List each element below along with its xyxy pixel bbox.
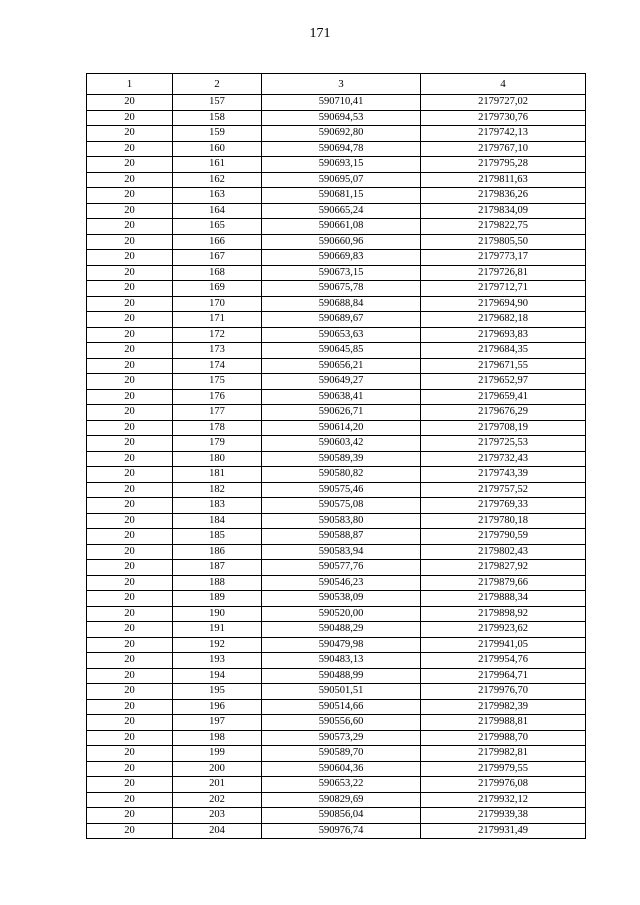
table-cell-col-2: 202 xyxy=(173,792,262,808)
table-cell-col-2: 181 xyxy=(173,467,262,483)
table-row xyxy=(87,637,586,653)
table-cell-col-2: 200 xyxy=(173,761,262,777)
table-cell-col-3: 590501,51 xyxy=(262,684,421,700)
table-cell-col-3: 590573,29 xyxy=(262,730,421,746)
table-cell-col-2: 191 xyxy=(173,622,262,638)
table-cell-col-2: 168 xyxy=(173,265,262,281)
table-cell-col-4: 2179732,43 xyxy=(421,451,586,467)
table-row xyxy=(87,451,586,467)
table-cell-col-1: 20 xyxy=(87,420,173,436)
table-header xyxy=(87,74,586,95)
table-row xyxy=(87,281,586,297)
table-cell-col-2: 197 xyxy=(173,715,262,731)
table-cell-col-4: 2179976,70 xyxy=(421,684,586,700)
table-cell-col-2: 171 xyxy=(173,312,262,328)
table-cell-col-4: 2179836,26 xyxy=(421,188,586,204)
table-row xyxy=(87,591,586,607)
table-cell-col-3: 590604,36 xyxy=(262,761,421,777)
table-cell-col-2: 189 xyxy=(173,591,262,607)
table-cell-col-4: 2179811,63 xyxy=(421,172,586,188)
table-cell-col-3: 590538,09 xyxy=(262,591,421,607)
table-row xyxy=(87,513,586,529)
table-cell-col-3: 590856,04 xyxy=(262,808,421,824)
table-cell-col-3: 590653,63 xyxy=(262,327,421,343)
column-header-1: 1 xyxy=(87,74,173,95)
table-cell-col-2: 167 xyxy=(173,250,262,266)
table-cell-col-4: 2179932,12 xyxy=(421,792,586,808)
table-cell-col-4: 2179684,35 xyxy=(421,343,586,359)
table-cell-col-4: 2179976,08 xyxy=(421,777,586,793)
table-row xyxy=(87,95,586,111)
table-cell-col-4: 2179725,53 xyxy=(421,436,586,452)
table-row xyxy=(87,823,586,839)
table-cell-col-3: 590577,76 xyxy=(262,560,421,576)
table-row xyxy=(87,560,586,576)
table-cell-col-1: 20 xyxy=(87,699,173,715)
table-cell-col-4: 2179879,66 xyxy=(421,575,586,591)
table-cell-col-1: 20 xyxy=(87,110,173,126)
table-cell-col-2: 180 xyxy=(173,451,262,467)
table-row xyxy=(87,467,586,483)
table-cell-col-1: 20 xyxy=(87,172,173,188)
table-cell-col-2: 170 xyxy=(173,296,262,312)
table-row xyxy=(87,188,586,204)
table-cell-col-3: 590694,53 xyxy=(262,110,421,126)
table-cell-col-4: 2179979,55 xyxy=(421,761,586,777)
table-cell-col-1: 20 xyxy=(87,203,173,219)
table-cell-col-1: 20 xyxy=(87,327,173,343)
table-cell-col-2: 183 xyxy=(173,498,262,514)
table-cell-col-1: 20 xyxy=(87,296,173,312)
table-cell-col-4: 2179726,81 xyxy=(421,265,586,281)
table-cell-col-3: 590603,42 xyxy=(262,436,421,452)
table-cell-col-1: 20 xyxy=(87,684,173,700)
table-cell-col-1: 20 xyxy=(87,389,173,405)
table-cell-col-1: 20 xyxy=(87,823,173,839)
page-number: 171 xyxy=(309,26,331,41)
column-header-4: 4 xyxy=(421,74,586,95)
table-cell-col-1: 20 xyxy=(87,188,173,204)
table-cell-col-4: 2179790,59 xyxy=(421,529,586,545)
table-cell-col-3: 590488,99 xyxy=(262,668,421,684)
table-row xyxy=(87,792,586,808)
table-cell-col-1: 20 xyxy=(87,343,173,359)
table-cell-col-4: 2179795,28 xyxy=(421,157,586,173)
table-row xyxy=(87,157,586,173)
table-cell-col-3: 590681,15 xyxy=(262,188,421,204)
column-header-2: 2 xyxy=(173,74,262,95)
table-cell-col-1: 20 xyxy=(87,575,173,591)
table-cell-col-2: 182 xyxy=(173,482,262,498)
table-row xyxy=(87,126,586,142)
table-cell-col-1: 20 xyxy=(87,606,173,622)
table-cell-col-3: 590645,85 xyxy=(262,343,421,359)
table-cell-col-2: 184 xyxy=(173,513,262,529)
table-cell-col-4: 2179742,13 xyxy=(421,126,586,142)
table-row xyxy=(87,312,586,328)
table-cell-col-2: 161 xyxy=(173,157,262,173)
table-cell-col-4: 2179757,52 xyxy=(421,482,586,498)
table-cell-col-3: 590589,39 xyxy=(262,451,421,467)
table-cell-col-2: 190 xyxy=(173,606,262,622)
table-cell-col-4: 2179694,90 xyxy=(421,296,586,312)
table-row xyxy=(87,730,586,746)
table-cell-col-4: 2179805,50 xyxy=(421,234,586,250)
table-row xyxy=(87,808,586,824)
table-row xyxy=(87,761,586,777)
table-cell-col-1: 20 xyxy=(87,808,173,824)
table-cell-col-1: 20 xyxy=(87,436,173,452)
table-cell-col-2: 162 xyxy=(173,172,262,188)
table-cell-col-4: 2179708,19 xyxy=(421,420,586,436)
table-cell-col-1: 20 xyxy=(87,668,173,684)
table-row xyxy=(87,668,586,684)
table-cell-col-2: 158 xyxy=(173,110,262,126)
table-cell-col-2: 195 xyxy=(173,684,262,700)
table-cell-col-2: 178 xyxy=(173,420,262,436)
table-row xyxy=(87,141,586,157)
table-cell-col-4: 2179773,17 xyxy=(421,250,586,266)
table-cell-col-4: 2179988,81 xyxy=(421,715,586,731)
table-cell-col-3: 590661,08 xyxy=(262,219,421,235)
table-cell-col-2: 196 xyxy=(173,699,262,715)
table-cell-col-4: 2179767,10 xyxy=(421,141,586,157)
table-cell-col-3: 590514,66 xyxy=(262,699,421,715)
table-cell-col-4: 2179931,49 xyxy=(421,823,586,839)
table-row xyxy=(87,420,586,436)
table-cell-col-1: 20 xyxy=(87,234,173,250)
table-row xyxy=(87,296,586,312)
table-cell-col-4: 2179743,39 xyxy=(421,467,586,483)
table-cell-col-2: 172 xyxy=(173,327,262,343)
table-row xyxy=(87,746,586,762)
table-row xyxy=(87,544,586,560)
table-cell-col-1: 20 xyxy=(87,405,173,421)
table-cell-col-3: 590694,78 xyxy=(262,141,421,157)
table-cell-col-3: 590546,23 xyxy=(262,575,421,591)
table-cell-col-3: 590692,80 xyxy=(262,126,421,142)
table-cell-col-2: 159 xyxy=(173,126,262,142)
table-cell-col-1: 20 xyxy=(87,95,173,111)
table-row xyxy=(87,498,586,514)
table-cell-col-4: 2179780,18 xyxy=(421,513,586,529)
table-row xyxy=(87,529,586,545)
table-cell-col-1: 20 xyxy=(87,281,173,297)
table-cell-col-4: 2179941,05 xyxy=(421,637,586,653)
table-cell-col-1: 20 xyxy=(87,591,173,607)
table-cell-col-3: 590488,29 xyxy=(262,622,421,638)
table-cell-col-1: 20 xyxy=(87,312,173,328)
table-row xyxy=(87,389,586,405)
table-cell-col-2: 160 xyxy=(173,141,262,157)
table-cell-col-1: 20 xyxy=(87,265,173,281)
table-row xyxy=(87,575,586,591)
column-header-3: 3 xyxy=(262,74,421,95)
table-cell-col-2: 169 xyxy=(173,281,262,297)
table-cell-col-4: 2179923,62 xyxy=(421,622,586,638)
table-cell-col-4: 2179730,76 xyxy=(421,110,586,126)
table-cell-col-3: 590583,80 xyxy=(262,513,421,529)
table-row xyxy=(87,482,586,498)
table-cell-col-1: 20 xyxy=(87,482,173,498)
table-cell-col-3: 590483,13 xyxy=(262,653,421,669)
table-cell-col-1: 20 xyxy=(87,467,173,483)
table-cell-col-2: 186 xyxy=(173,544,262,560)
table-cell-col-4: 2179964,71 xyxy=(421,668,586,684)
table-cell-col-4: 2179982,81 xyxy=(421,746,586,762)
table-cell-col-1: 20 xyxy=(87,777,173,793)
table-cell-col-1: 20 xyxy=(87,637,173,653)
table-cell-col-2: 185 xyxy=(173,529,262,545)
table-cell-col-3: 590626,71 xyxy=(262,405,421,421)
table-cell-col-2: 198 xyxy=(173,730,262,746)
table-row xyxy=(87,203,586,219)
table-cell-col-3: 590673,15 xyxy=(262,265,421,281)
table-cell-col-4: 2179712,71 xyxy=(421,281,586,297)
table-row xyxy=(87,219,586,235)
table-cell-col-4: 2179652,97 xyxy=(421,374,586,390)
table-body xyxy=(87,95,586,839)
table-cell-col-3: 590675,78 xyxy=(262,281,421,297)
table-cell-col-3: 590575,46 xyxy=(262,482,421,498)
table-row xyxy=(87,265,586,281)
table-cell-col-4: 2179769,33 xyxy=(421,498,586,514)
table-cell-col-2: 194 xyxy=(173,668,262,684)
table-cell-col-3: 590638,41 xyxy=(262,389,421,405)
table-cell-col-2: 193 xyxy=(173,653,262,669)
table-row xyxy=(87,110,586,126)
table-cell-col-1: 20 xyxy=(87,141,173,157)
table-cell-col-4: 2179676,29 xyxy=(421,405,586,421)
table-cell-col-2: 188 xyxy=(173,575,262,591)
table-cell-col-2: 199 xyxy=(173,746,262,762)
table-row xyxy=(87,172,586,188)
table-cell-col-4: 2179939,38 xyxy=(421,808,586,824)
header-row xyxy=(87,74,586,95)
table-cell-col-4: 2179671,55 xyxy=(421,358,586,374)
table-cell-col-2: 163 xyxy=(173,188,262,204)
table-cell-col-4: 2179727,02 xyxy=(421,95,586,111)
table-cell-col-3: 590688,84 xyxy=(262,296,421,312)
table-cell-col-3: 590665,24 xyxy=(262,203,421,219)
table-cell-col-3: 590710,41 xyxy=(262,95,421,111)
table-row xyxy=(87,622,586,638)
table-cell-col-2: 166 xyxy=(173,234,262,250)
table-cell-col-4: 2179988,70 xyxy=(421,730,586,746)
table-row xyxy=(87,436,586,452)
table-cell-col-1: 20 xyxy=(87,730,173,746)
table-cell-col-1: 20 xyxy=(87,126,173,142)
table-cell-col-4: 2179834,09 xyxy=(421,203,586,219)
table-cell-col-3: 590653,22 xyxy=(262,777,421,793)
table-cell-col-3: 590588,87 xyxy=(262,529,421,545)
table-row xyxy=(87,777,586,793)
table-cell-col-2: 176 xyxy=(173,389,262,405)
table-cell-col-3: 590669,83 xyxy=(262,250,421,266)
table-cell-col-1: 20 xyxy=(87,358,173,374)
table-cell-col-4: 2179898,92 xyxy=(421,606,586,622)
table-cell-col-1: 20 xyxy=(87,544,173,560)
table-cell-col-4: 2179693,83 xyxy=(421,327,586,343)
table-cell-col-2: 203 xyxy=(173,808,262,824)
table-cell-col-4: 2179682,18 xyxy=(421,312,586,328)
table-cell-col-1: 20 xyxy=(87,498,173,514)
coordinates-table xyxy=(86,73,586,839)
table-row xyxy=(87,684,586,700)
table-cell-col-3: 590520,00 xyxy=(262,606,421,622)
table-cell-col-4: 2179954,76 xyxy=(421,653,586,669)
table-cell-col-4: 2179659,41 xyxy=(421,389,586,405)
table-cell-col-3: 590693,15 xyxy=(262,157,421,173)
table-cell-col-1: 20 xyxy=(87,157,173,173)
table-cell-col-3: 590580,82 xyxy=(262,467,421,483)
table-cell-col-3: 590695,07 xyxy=(262,172,421,188)
table-cell-col-2: 157 xyxy=(173,95,262,111)
table-cell-col-2: 164 xyxy=(173,203,262,219)
table-cell-col-2: 177 xyxy=(173,405,262,421)
table-cell-col-2: 175 xyxy=(173,374,262,390)
table-cell-col-4: 2179827,92 xyxy=(421,560,586,576)
table-cell-col-3: 590689,67 xyxy=(262,312,421,328)
table-cell-col-2: 174 xyxy=(173,358,262,374)
table-cell-col-3: 590976,74 xyxy=(262,823,421,839)
table-cell-col-3: 590583,94 xyxy=(262,544,421,560)
table-cell-col-3: 590614,20 xyxy=(262,420,421,436)
table-row xyxy=(87,606,586,622)
table-cell-col-3: 590660,96 xyxy=(262,234,421,250)
table-row xyxy=(87,327,586,343)
table-cell-col-1: 20 xyxy=(87,746,173,762)
table-cell-col-1: 20 xyxy=(87,622,173,638)
table-row xyxy=(87,250,586,266)
table-cell-col-2: 165 xyxy=(173,219,262,235)
table-cell-col-4: 2179888,34 xyxy=(421,591,586,607)
table-row xyxy=(87,715,586,731)
table-row xyxy=(87,374,586,390)
table-cell-col-3: 590479,98 xyxy=(262,637,421,653)
table-cell-col-3: 590589,70 xyxy=(262,746,421,762)
table-cell-col-3: 590829,69 xyxy=(262,792,421,808)
table-row xyxy=(87,653,586,669)
table-cell-col-2: 173 xyxy=(173,343,262,359)
table-cell-col-2: 204 xyxy=(173,823,262,839)
table-row xyxy=(87,343,586,359)
table-cell-col-1: 20 xyxy=(87,529,173,545)
table-cell-col-1: 20 xyxy=(87,715,173,731)
table-row xyxy=(87,234,586,250)
table-cell-col-2: 201 xyxy=(173,777,262,793)
table-cell-col-3: 590556,60 xyxy=(262,715,421,731)
table-row xyxy=(87,358,586,374)
table-cell-col-3: 590649,27 xyxy=(262,374,421,390)
table-cell-col-1: 20 xyxy=(87,792,173,808)
table-cell-col-2: 187 xyxy=(173,560,262,576)
table-cell-col-1: 20 xyxy=(87,653,173,669)
table-cell-col-1: 20 xyxy=(87,451,173,467)
table-row xyxy=(87,699,586,715)
table-cell-col-1: 20 xyxy=(87,560,173,576)
table-row xyxy=(87,405,586,421)
table-cell-col-4: 2179802,43 xyxy=(421,544,586,560)
table-cell-col-3: 590575,08 xyxy=(262,498,421,514)
table-cell-col-1: 20 xyxy=(87,761,173,777)
table-cell-col-1: 20 xyxy=(87,219,173,235)
table-cell-col-3: 590656,21 xyxy=(262,358,421,374)
table-cell-col-2: 192 xyxy=(173,637,262,653)
table-cell-col-4: 2179822,75 xyxy=(421,219,586,235)
table-cell-col-1: 20 xyxy=(87,250,173,266)
table-cell-col-2: 179 xyxy=(173,436,262,452)
table-cell-col-1: 20 xyxy=(87,513,173,529)
table-cell-col-1: 20 xyxy=(87,374,173,390)
table-cell-col-4: 2179982,39 xyxy=(421,699,586,715)
